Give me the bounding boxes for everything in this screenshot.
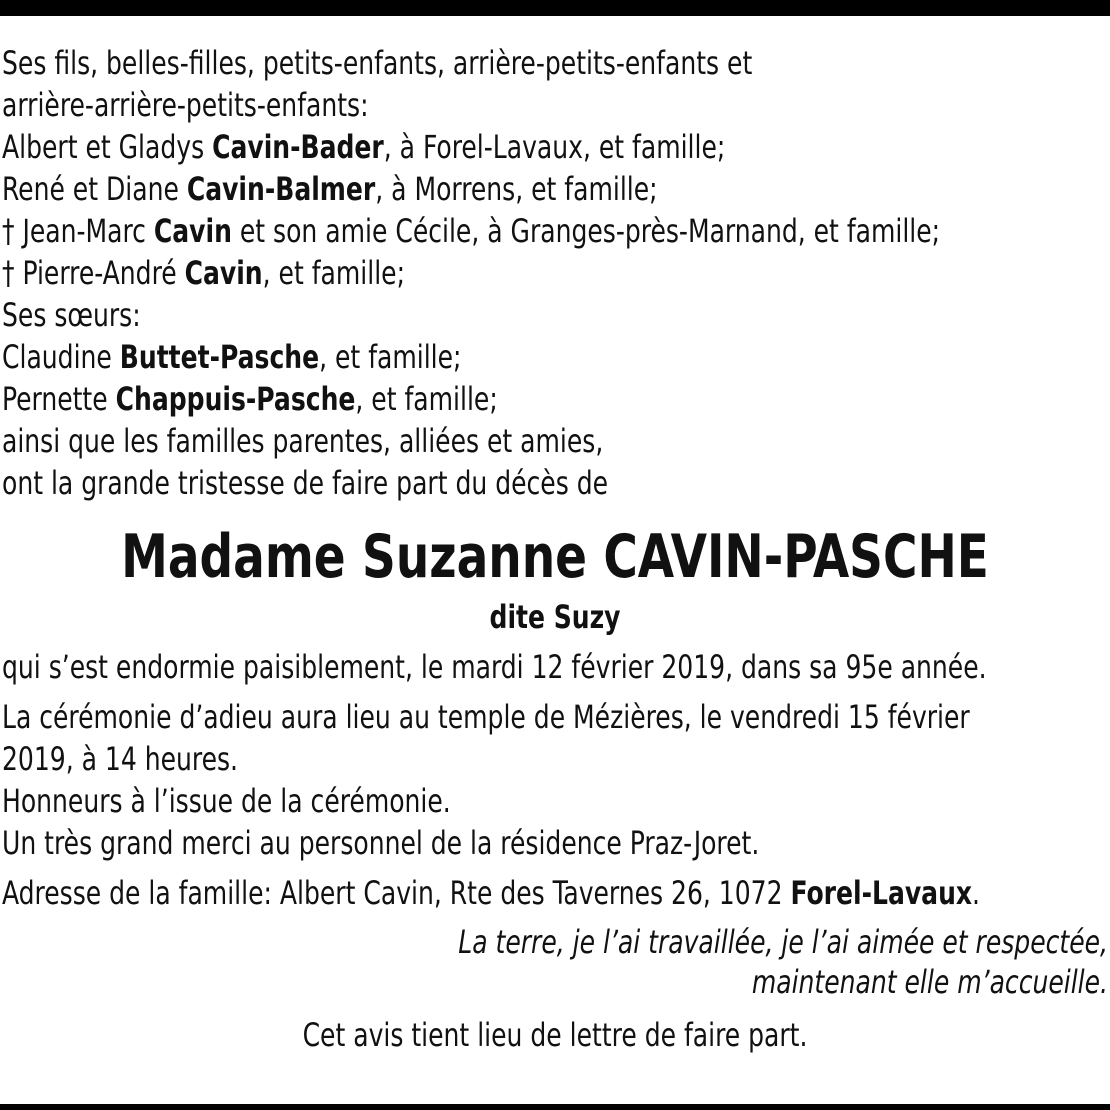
son-entry bbox=[2, 168, 964, 210]
entry-suffix: , et famille; bbox=[262, 254, 406, 292]
entry-surname: Cavin-Balmer bbox=[186, 170, 376, 208]
deceased-nickname: dite Suzy bbox=[489, 598, 621, 636]
entry-prefix: † Pierre-André bbox=[2, 254, 185, 292]
sister-entry bbox=[2, 378, 964, 420]
entry-suffix: , à Morrens, et famille; bbox=[375, 170, 658, 208]
entry-surname: Cavin-Bader bbox=[212, 128, 384, 166]
quote-line: maintenant elle m’accueille. bbox=[751, 963, 1108, 1001]
ceremony-line: 2019, à 14 heures. bbox=[2, 740, 239, 778]
deceased-name: Madame Suzanne CAVIN-PASCHE bbox=[121, 522, 989, 592]
sisters-heading: Ses sœurs: bbox=[2, 296, 141, 334]
entry-prefix: Albert et Gladys bbox=[2, 128, 213, 166]
quote-line: La terre, je l’ai travaillée, je l’ai aimée et respectée, bbox=[458, 923, 1109, 961]
address-text: Adresse de la famille: Albert Cavin, Rte des Tavernes 26, 1072 bbox=[2, 874, 791, 912]
intro-line: Ses fils, belles-filles, petits-enfants, arrière-petits-enfants et bbox=[2, 44, 753, 82]
entry-suffix: et son amie Cécile, à Granges-près-Marnand, et famille; bbox=[231, 212, 941, 250]
passing-line: qui s’est endormie paisiblement, le mardi 12 février 2019, dans sa 95e année. bbox=[2, 648, 987, 686]
son-entry bbox=[2, 210, 964, 252]
entry-suffix: , à Forel-Lavaux, et famille; bbox=[383, 128, 726, 166]
sister-entry bbox=[2, 336, 964, 378]
top-rule bbox=[0, 0, 1110, 16]
closing-line: Cet avis tient lieu de lettre de faire part. bbox=[302, 1016, 808, 1054]
thanks-line: Un très grand merci au personnel de la résidence Praz-Joret. bbox=[2, 824, 760, 862]
entry-prefix: Claudine bbox=[2, 338, 120, 376]
ceremony-line: La cérémonie d’adieu aura lieu au temple de Mézières, le vendredi 15 février bbox=[2, 698, 970, 736]
entry-prefix: Pernette bbox=[2, 380, 116, 418]
son-entry bbox=[2, 252, 964, 294]
entry-surname: Buttet-Pasche bbox=[119, 338, 320, 376]
entry-prefix: René et Diane bbox=[2, 170, 187, 208]
address-town: Forel-Lavaux bbox=[790, 874, 973, 912]
intro-line: arrière-arrière-petits-enfants: bbox=[2, 86, 369, 124]
entry-surname: Cavin bbox=[153, 212, 232, 250]
family-address bbox=[2, 872, 981, 914]
entry-surname: Chappuis-Pasche bbox=[115, 380, 356, 418]
address-end: . bbox=[972, 874, 981, 912]
entry-suffix: , et famille; bbox=[319, 338, 462, 376]
son-entry bbox=[2, 126, 964, 168]
honours-line: Honneurs à l’issue de la cérémonie. bbox=[2, 782, 451, 820]
announcement-line: ont la grande tristesse de faire part du décès de bbox=[2, 464, 609, 502]
obituary-notice bbox=[2, 42, 1108, 1056]
entry-surname: Cavin bbox=[184, 254, 263, 292]
bottom-rule bbox=[0, 1104, 1110, 1110]
entry-prefix: † Jean-Marc bbox=[2, 212, 154, 250]
relatives-line: ainsi que les familles parentes, alliées et amies, bbox=[2, 422, 604, 460]
entry-suffix: , et famille; bbox=[355, 380, 498, 418]
